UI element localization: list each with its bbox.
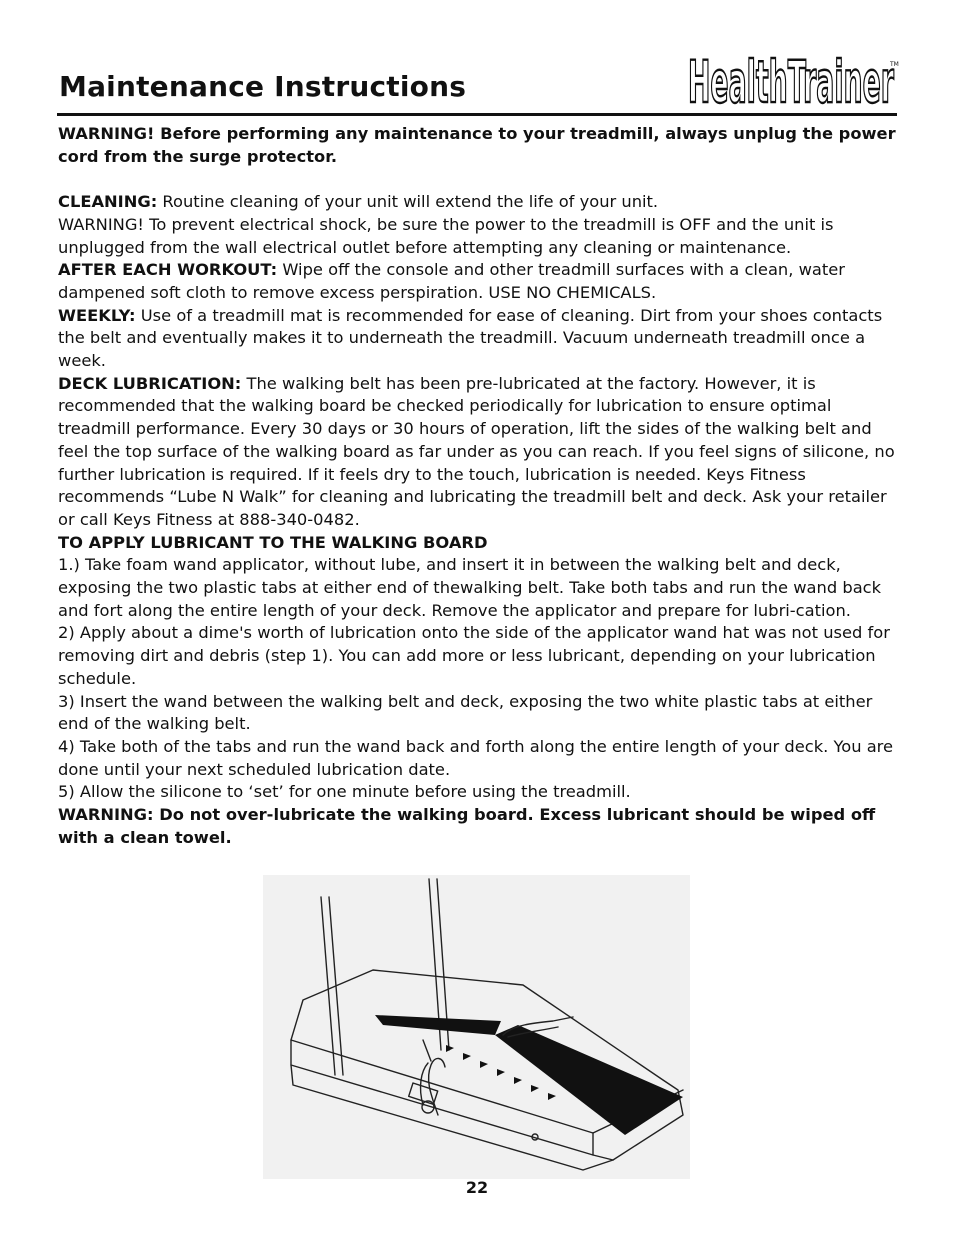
deck-lubrication-label: DECK LUBRICATION:: [58, 373, 242, 393]
shock-warning: WARNING! To prevent electrical shock, be sure the power to the treadmill is OFF and the unit is unplugged from the wall electrical outlet before attempting any cleaning or maintenance.: [58, 214, 834, 257]
step-4: 4) Take both of the tabs and run the wand back and forth along the entire length of your deck. You are done until your next scheduled lubrication date.: [58, 736, 894, 779]
cleaning-paragraph: [58, 191, 900, 214]
healthtrainer-logo: [686, 52, 900, 108]
after-workout-label: AFTER EACH WORKOUT:: [58, 260, 278, 280]
after-workout-paragraph: [58, 259, 900, 304]
header-rule: [57, 113, 897, 116]
weekly-text: Use of a treadmill mat is recommended for ease of cleaning. Dirt from your shoes contacts the belt and eventually makes it to underneath the treadmill. Vacuum underneath treadmill once a week.: [58, 305, 883, 371]
step-1: 1.) Take foam wand applicator, without lube, and insert it in between the walking belt and deck, exposing the two plastic tabs at either end of thewalking belt. Take both tabs and run the wand back and fort along the entire length of your deck. Remove the applicator and prepare for lubri-cation.: [58, 555, 882, 620]
deck-lubrication-paragraph: [58, 373, 900, 532]
step-3: 3) Insert the wand between the walking belt and deck, exposing the two white plastic tabs at either end of the walking belt.: [58, 691, 873, 734]
weekly-label: WEEKLY:: [58, 305, 136, 325]
weekly-paragraph: [58, 305, 900, 373]
treadmill-illustration: [263, 875, 690, 1179]
svg-text:HealthTrainer: HealthTrainer: [688, 52, 895, 108]
step-2: 2) Apply about a dime's worth of lubrication onto the side of the applicator wand hat was not used for removing dirt and debris (step 1). You can add more or less lubricant, depending on your lubrication schedule.: [58, 623, 890, 688]
apply-lubricant-heading: TO APPLY LUBRICANT TO THE WALKING BOARD: [58, 532, 488, 552]
page-title: Maintenance Instructions: [59, 70, 467, 103]
svg-text:TM: TM: [890, 61, 899, 68]
cleaning-text: Routine cleaning of your unit will extend the life of your unit.: [157, 192, 659, 212]
unplug-warning: WARNING! Before performing any maintenance to your treadmill, always unplug the power cord from the surge protector.: [58, 124, 896, 166]
step-5: 5) Allow the silicone to ‘set’ for one minute before using the treadmill.: [58, 782, 631, 802]
over-lubricate-warning: WARNING: Do not over-lubricate the walking board. Excess lubricant should be wiped off with a clean towel.: [58, 805, 876, 847]
cleaning-label: CLEANING:: [58, 192, 158, 212]
after-workout-text: Wipe off the console and other treadmill surfaces with a clean, water dampened soft cloth to remove excess perspiration. USE NO CHEMICALS.: [58, 260, 845, 302]
page-number: 22: [465, 1178, 489, 1197]
maintenance-content: [58, 123, 900, 849]
deck-lubrication-text: The walking belt has been pre-lubricated at the factory. However, it is recommended that the walking board be checked periodically for lubrication to ensure optimal treadmill performance. Every 30 days or 30 hours of operation, lift the sides of the walking belt and feel the top surface of the walking board as far under as you can reach. If you feel signs of silicone, no further lubrication is required. If it feels dry to the touch, lubrication is needed. Keys Fitness recommends “Lube N Walk” for cleaning and lubricating the treadmill belt and deck. Ask your retailer or call Keys Fitness at 888-340-0482.: [58, 373, 895, 529]
